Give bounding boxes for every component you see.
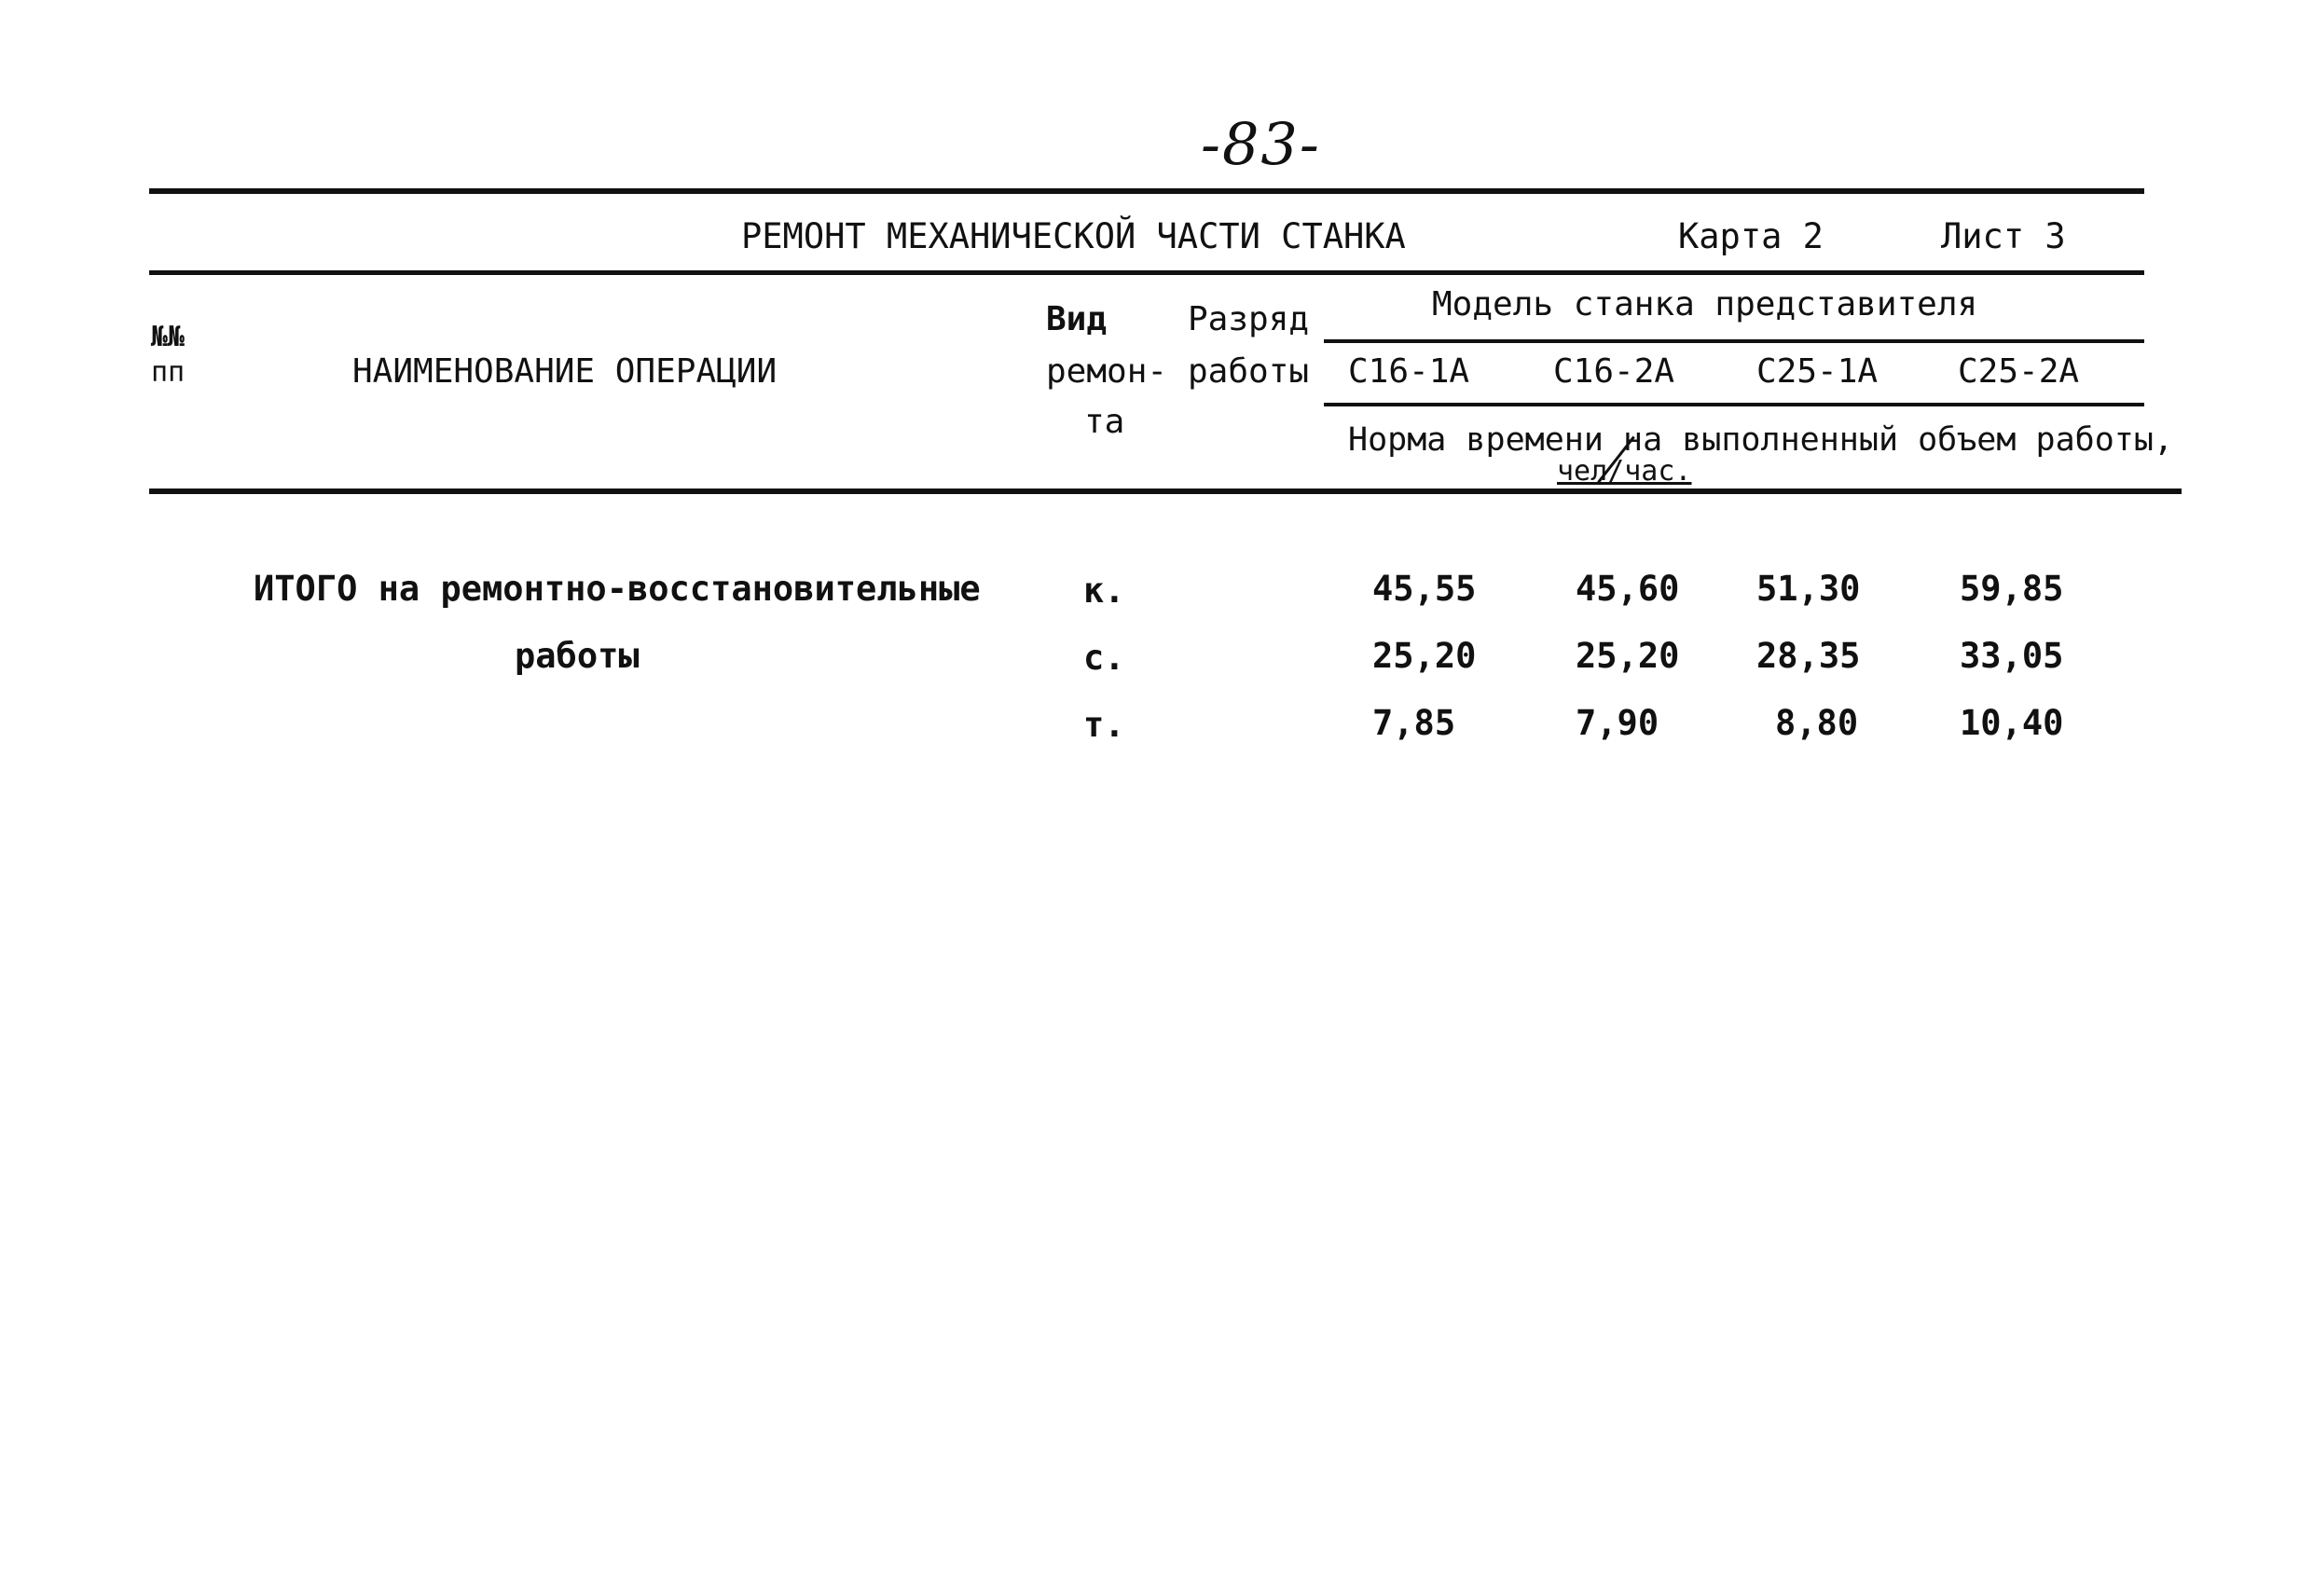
value-cell: 8,80	[1775, 703, 1859, 743]
table-header-rule	[149, 488, 2182, 494]
card-number: Карта 2	[1678, 216, 1824, 256]
model-c16-2a: С16-2А	[1553, 352, 1675, 391]
value-cell: 7,85	[1372, 703, 1456, 743]
document-title: РЕМОНТ МЕХАНИЧЕСКОЙ ЧАСТИ СТАНКА	[741, 216, 1406, 256]
value-cell: 45,55	[1372, 569, 1477, 609]
value-cell: 45,60	[1576, 569, 1680, 609]
top-rule	[149, 188, 2144, 194]
col-model-group: Модель станка представителя	[1432, 285, 1978, 323]
col-repair-type-line2: ремон-	[1046, 352, 1168, 391]
col-num-line2: пп	[151, 356, 186, 389]
repair-type-cell: к.	[1083, 571, 1125, 611]
model-group-rule	[1324, 339, 2144, 343]
value-cell: 10,40	[1960, 703, 2064, 743]
value-cell: 33,05	[1960, 636, 2064, 676]
page-number: -83-	[1201, 110, 1321, 178]
total-label-line1: ИТОГО на ремонтно-восстановительные	[254, 569, 981, 609]
col-grade-line1: Разряд	[1188, 300, 1310, 338]
col-repair-type-line3: та	[1084, 403, 1125, 441]
col-repair-type-line1: Вид	[1046, 300, 1108, 338]
value-cell: 51,30	[1756, 569, 1861, 609]
norm-line2: чел/час.	[1557, 455, 1692, 488]
value-cell: 28,35	[1756, 636, 1861, 676]
col-grade-line2: работы	[1188, 352, 1310, 391]
header-rule	[149, 270, 2144, 275]
model-c16-1a: С16-1А	[1348, 352, 1470, 391]
model-c25-1a: С25-1А	[1756, 352, 1879, 391]
repair-type-cell: т.	[1083, 705, 1125, 745]
value-cell: 59,85	[1960, 569, 2064, 609]
value-cell: 25,20	[1372, 636, 1477, 676]
total-label-line2: работы	[515, 636, 640, 676]
model-c25-2a: С25-2А	[1958, 352, 2080, 391]
sheet-number: Лист 3	[1941, 216, 2066, 256]
norm-line1: Норма времени на выполненный объем работы,	[1348, 421, 2174, 459]
col-operation: НАИМЕНОВАНИЕ ОПЕРАЦИИ	[352, 352, 778, 391]
value-cell: 7,90	[1576, 703, 1659, 743]
models-rule	[1324, 403, 2144, 406]
repair-type-cell: с.	[1083, 638, 1125, 678]
value-cell: 25,20	[1576, 636, 1680, 676]
col-num-line1: №№	[151, 321, 186, 353]
